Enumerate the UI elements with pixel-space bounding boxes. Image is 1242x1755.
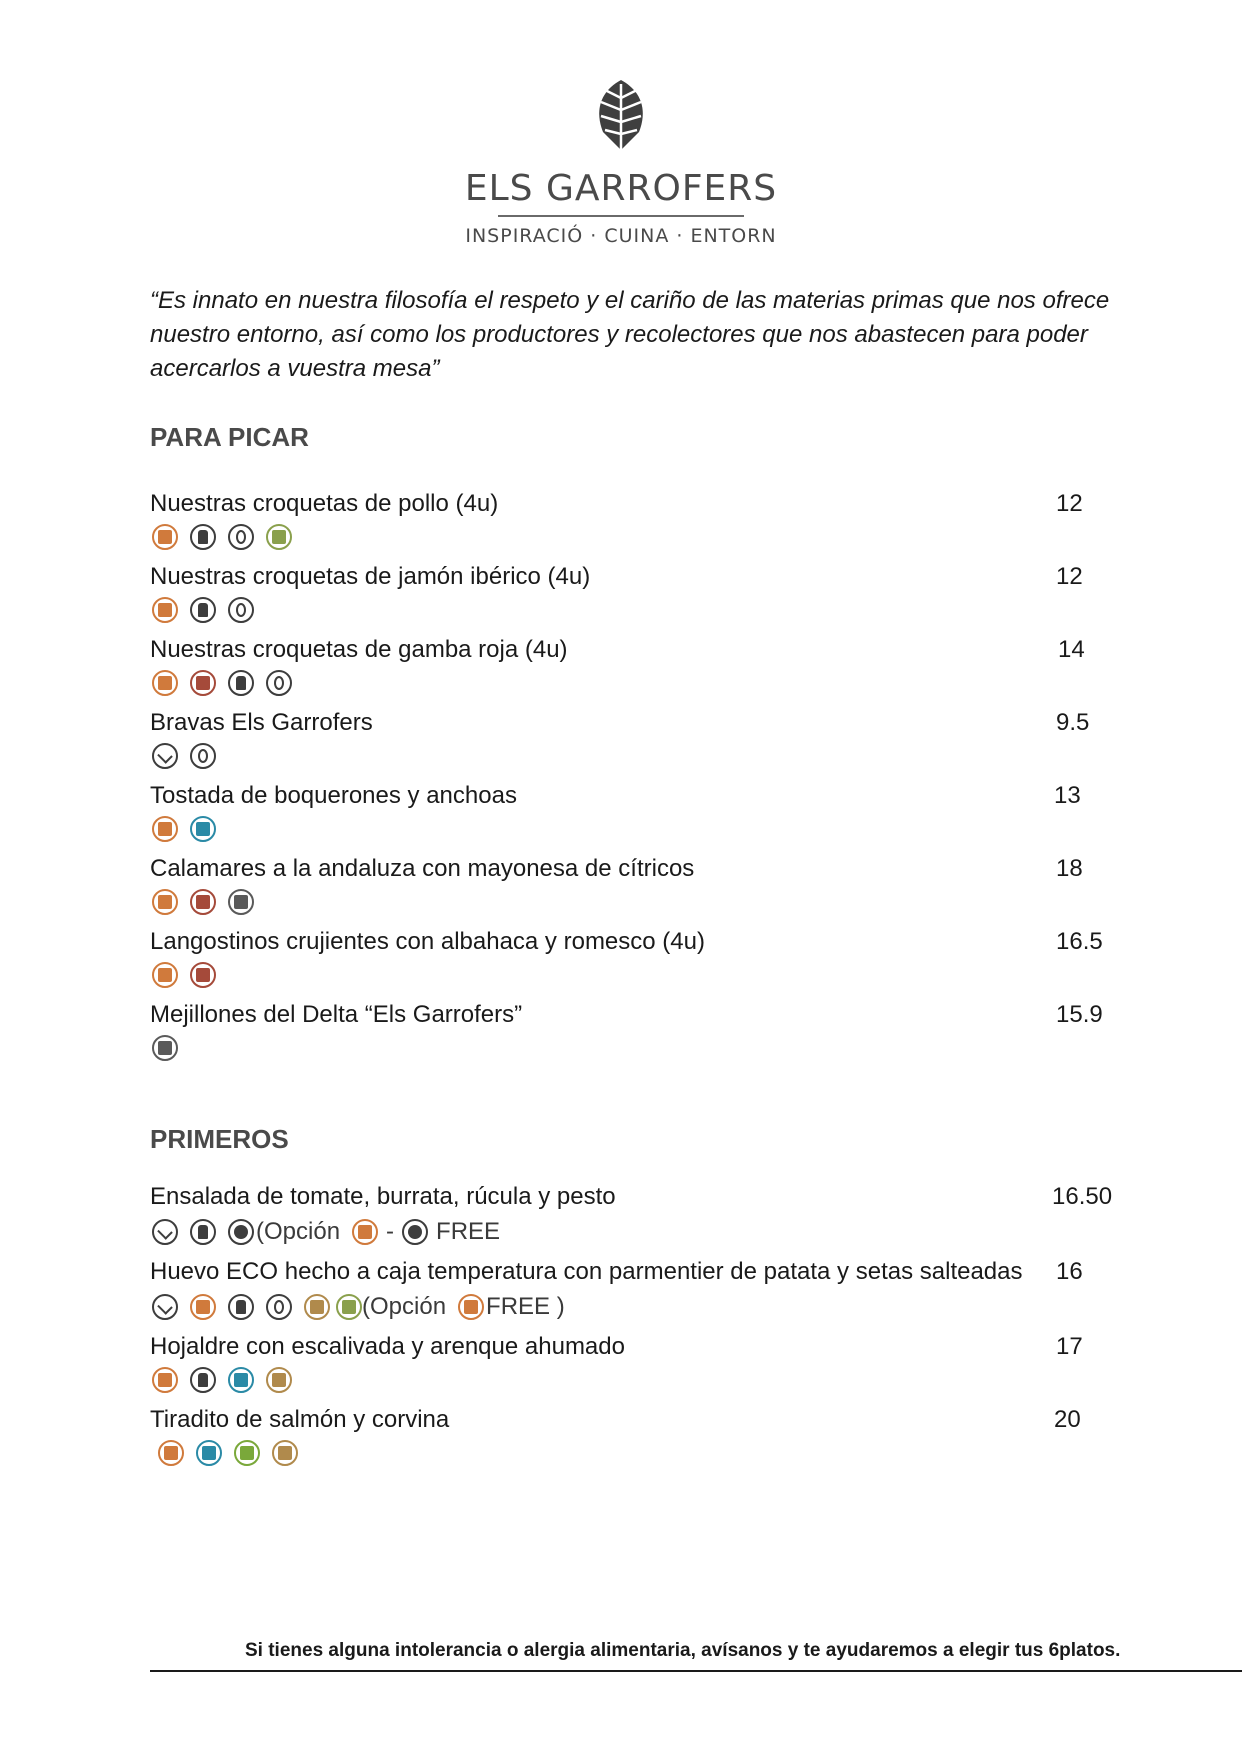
gluten-icon — [152, 524, 178, 550]
gluten-icon — [158, 1440, 184, 1466]
mollusc-icon — [152, 1035, 178, 1061]
egg-icon — [266, 670, 292, 696]
menu-item — [150, 781, 1150, 853]
allergen-icons — [152, 1034, 178, 1062]
menu-item — [150, 1000, 1150, 1072]
dish-price: 16.5 — [1056, 928, 1103, 955]
fish-icon — [190, 816, 216, 842]
milk-icon — [190, 597, 216, 623]
allergen-icons — [152, 1366, 292, 1394]
allergen-icons — [152, 523, 292, 551]
egg-icon — [228, 597, 254, 623]
dish-name: Tiradito de salmón y corvina — [150, 1406, 450, 1433]
menu-item — [150, 562, 1150, 634]
crustacean-icon — [190, 889, 216, 915]
option-free-label: FREE — [436, 1218, 501, 1245]
mustard-icon — [304, 1294, 330, 1320]
menu-item — [150, 927, 1150, 999]
milk-icon — [228, 1294, 254, 1320]
celery-icon — [266, 524, 292, 550]
gluten-icon — [152, 1367, 178, 1393]
vegetarian-icon — [152, 743, 178, 769]
dish-name: Tostada de boquerones y anchoas — [150, 782, 517, 809]
gluten-icon — [352, 1219, 378, 1245]
allergen-icons — [152, 1218, 500, 1246]
option-label: (Opción — [362, 1293, 447, 1320]
menu-item — [150, 854, 1150, 926]
gluten-icon — [152, 816, 178, 842]
philosophy-quote: “Es innato en nuestra filosofía el respeto y el cariño de las materias primas que nos ofrece nuestro entorno, así como los productores y recolectores que nos abastecen para poder acercarlos a vuestra mesa” — [150, 287, 1110, 382]
section-title-para-picar: PARA PICAR — [150, 422, 309, 452]
gluten-icon — [458, 1294, 484, 1320]
gluten-icon — [152, 962, 178, 988]
gluten-icon — [190, 1294, 216, 1320]
restaurant-logo — [0, 78, 1242, 247]
dish-name: Langostinos crujientes con albahaca y romesco (4u) — [150, 928, 705, 955]
allergen-icons — [152, 815, 216, 843]
dish-name: Nuestras croquetas de jamón ibérico (4u) — [150, 563, 591, 590]
gluten-icon — [152, 597, 178, 623]
dish-price: 20 — [1054, 1406, 1081, 1433]
dish-price: 13 — [1054, 782, 1081, 809]
nuts-icon — [402, 1219, 428, 1245]
mollusc-icon — [228, 889, 254, 915]
menu-item — [150, 635, 1150, 707]
menu-item — [150, 708, 1150, 780]
vegetarian-icon — [152, 1294, 178, 1320]
dish-price: 12 — [1056, 490, 1083, 517]
dish-price: 14 — [1058, 636, 1085, 663]
celery-icon — [336, 1294, 362, 1320]
allergen-icons — [158, 1439, 298, 1467]
footer-divider — [150, 1670, 1242, 1672]
dish-name: Huevo ECO hecho a caja temperatura con parmentier de patata y setas salteadas — [150, 1258, 1023, 1285]
dish-name: Bravas Els Garrofers — [150, 709, 373, 736]
dish-price: 9.5 — [1056, 709, 1090, 736]
option-label: (Opción — [256, 1218, 341, 1245]
crustacean-icon — [190, 670, 216, 696]
allergen-icons — [152, 1293, 565, 1321]
dish-price: 15.9 — [1056, 1001, 1103, 1028]
dish-price: 17 — [1056, 1333, 1083, 1360]
mustard-icon — [266, 1367, 292, 1393]
menu-item — [150, 1332, 1150, 1404]
section-title-primeros: PRIMEROS — [150, 1124, 289, 1154]
dish-name: Mejillones del Delta “Els Garrofers” — [150, 1001, 523, 1028]
milk-icon — [190, 524, 216, 550]
egg-icon — [190, 743, 216, 769]
dish-price: 18 — [1056, 855, 1083, 882]
dish-name: Calamares a la andaluza con mayonesa de cítricos — [150, 855, 695, 882]
brand-name: ELS GARROFERS — [464, 168, 778, 209]
mustard-icon — [272, 1440, 298, 1466]
egg-icon — [228, 524, 254, 550]
dish-price: 12 — [1056, 563, 1083, 590]
vegetarian-icon — [152, 1219, 178, 1245]
menu-item — [150, 1257, 1150, 1329]
leaf-logo-icon — [593, 78, 649, 152]
brand-tagline: INSPIRACIÓ · CUINA · ENTORN — [465, 225, 777, 247]
menu-item — [150, 489, 1150, 561]
milk-icon — [190, 1219, 216, 1245]
crustacean-icon — [190, 962, 216, 988]
allergen-icons — [152, 669, 292, 697]
fish-icon — [228, 1367, 254, 1393]
dish-name: Nuestras croquetas de pollo (4u) — [150, 490, 499, 517]
allergen-icons — [152, 742, 216, 770]
egg-icon — [266, 1294, 292, 1320]
dish-price: 16.50 — [1052, 1183, 1113, 1210]
allergy-notice: Si tienes alguna intolerancia o alergia alimentaria, avísanos y te ayudaremos a elegir tus 6platos. — [245, 1640, 1121, 1661]
milk-icon — [190, 1367, 216, 1393]
allergen-icons — [152, 961, 216, 989]
gluten-icon — [152, 889, 178, 915]
menu-item — [150, 1182, 1150, 1254]
allergen-icons — [152, 888, 254, 916]
nuts-icon — [228, 1219, 254, 1245]
dish-name: Nuestras croquetas de gamba roja (4u) — [150, 636, 568, 663]
menu-item — [150, 1405, 1150, 1477]
green-icon — [234, 1440, 260, 1466]
dish-name: Ensalada de tomate, burrata, rúcula y pesto — [150, 1183, 616, 1210]
dish-name: Hojaldre con escalivada y arenque ahumado — [150, 1333, 625, 1360]
option-separator: - — [386, 1218, 395, 1245]
dish-price: 16 — [1056, 1258, 1083, 1285]
option-free-label: FREE ) — [486, 1293, 565, 1320]
brand-divider — [498, 215, 744, 217]
milk-icon — [228, 670, 254, 696]
gluten-icon — [152, 670, 178, 696]
fish-icon — [196, 1440, 222, 1466]
allergen-icons — [152, 596, 254, 624]
